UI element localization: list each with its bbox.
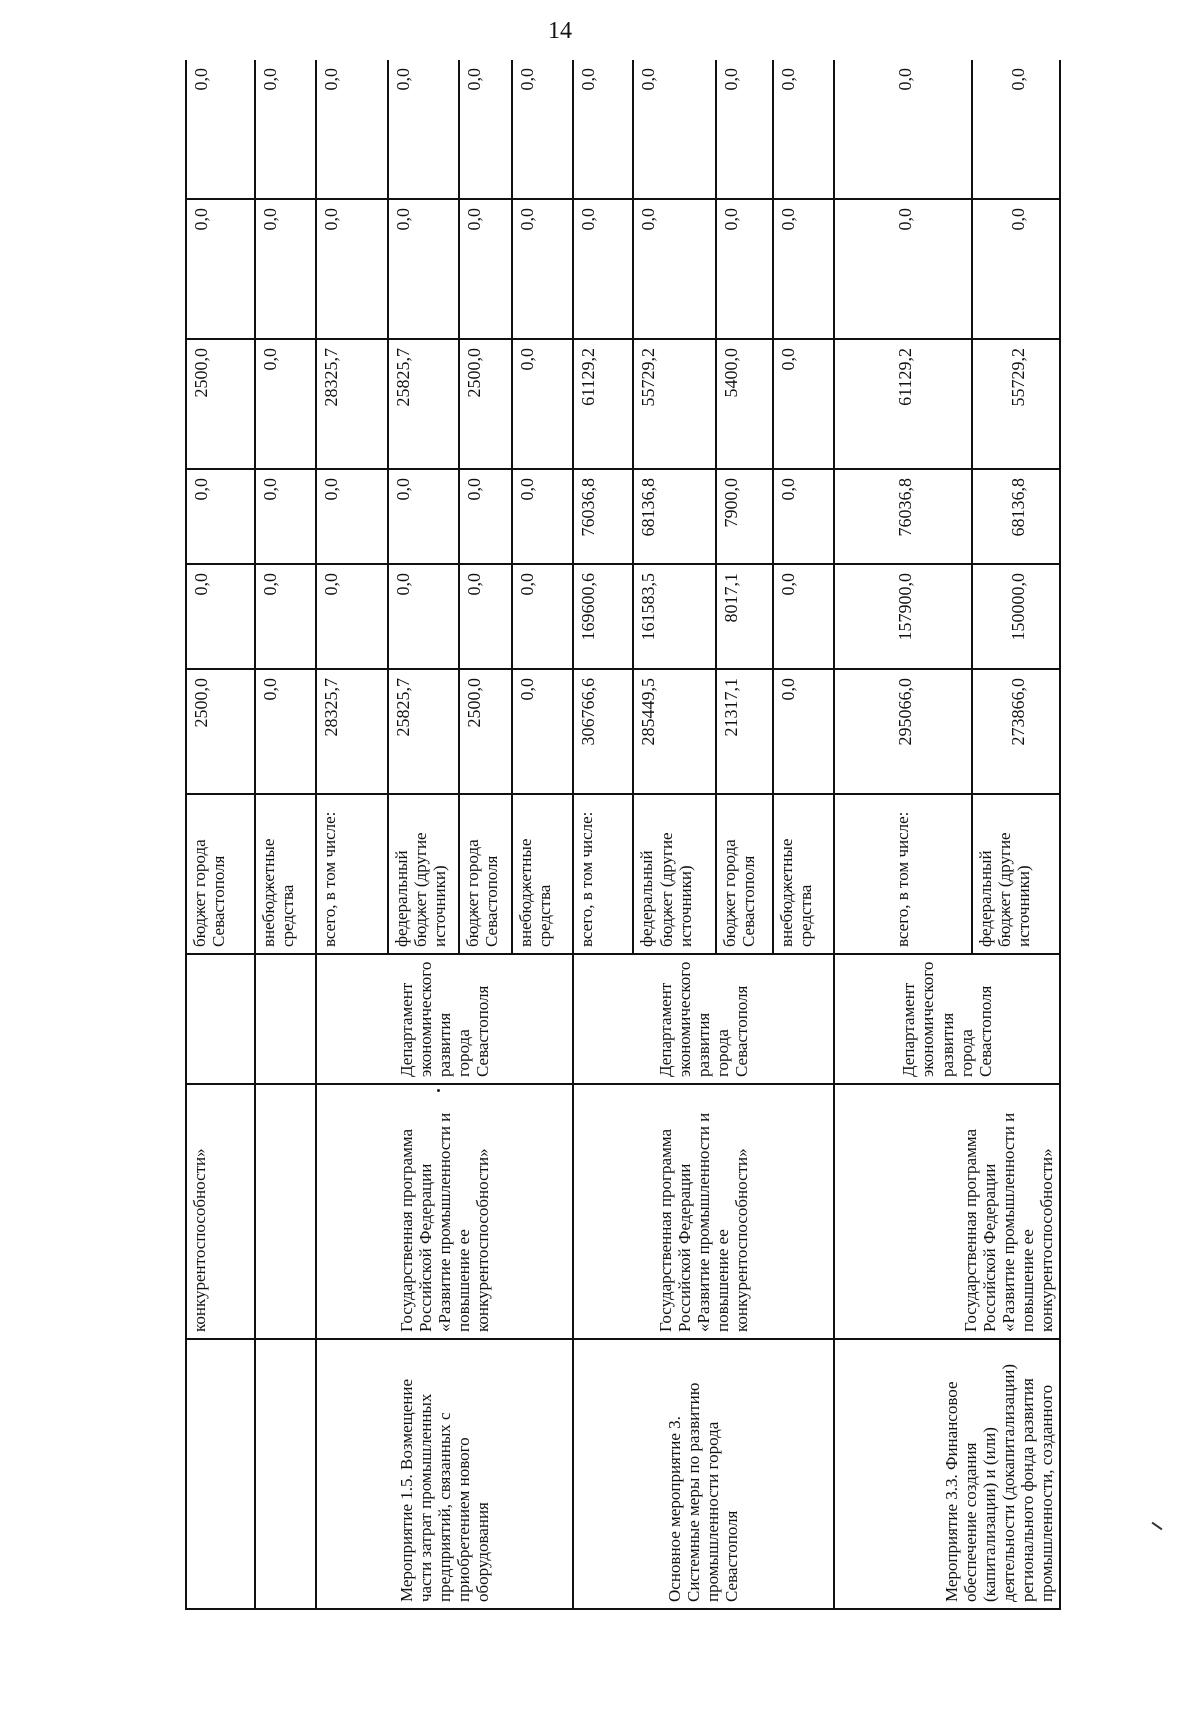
source-cell: федеральный бюджет (другие источники) (972, 794, 1060, 954)
value-cell: 0,0 (512, 199, 573, 339)
value-cell: 0,0 (773, 199, 834, 339)
value-cell: 0,0 (255, 669, 316, 794)
source-cell: всего, в том числе: (316, 794, 388, 954)
value-cell: 0,0 (388, 564, 460, 669)
source-cell: внебюджетные средства (512, 794, 573, 954)
measure-cell (186, 1339, 255, 1609)
value-cell: 76036,8 (573, 469, 634, 564)
value-cell: 0,0 (388, 199, 460, 339)
source-cell: внебюджетные средства (255, 794, 316, 954)
table-row (316, 60, 388, 1609)
value-cell: 0,0 (186, 60, 255, 199)
measure-cell (255, 1339, 316, 1609)
value-cell: 0,0 (512, 669, 573, 794)
value-cell: 2500,0 (459, 669, 512, 794)
program-cell: конкурентоспособности» (186, 1084, 255, 1339)
value-cell: 25825,7 (388, 339, 460, 469)
value-cell: 0,0 (512, 564, 573, 669)
source-cell: всего, в том числе: (834, 794, 972, 954)
value-cell: 68136,8 (972, 469, 1060, 564)
value-cell: 0,0 (316, 564, 388, 669)
value-cell: 0,0 (316, 199, 388, 339)
table-row (186, 60, 255, 1609)
value-cell: 0,0 (255, 60, 316, 199)
value-cell: 0,0 (972, 60, 1060, 199)
value-cell: 21317,1 (716, 669, 773, 794)
value-cell: 2500,0 (459, 339, 512, 469)
rotated-table-frame (185, 60, 1061, 1610)
table-row (573, 60, 634, 1609)
value-cell: 55729,2 (972, 339, 1060, 469)
value-cell: 0,0 (834, 60, 972, 199)
value-cell: 0,0 (316, 469, 388, 564)
value-cell: 0,0 (459, 564, 512, 669)
value-cell: 0,0 (186, 469, 255, 564)
value-cell: 28325,7 (316, 339, 388, 469)
value-cell: 306766,6 (573, 669, 634, 794)
source-cell: внебюджетные средства (773, 794, 834, 954)
value-cell: 0,0 (255, 339, 316, 469)
value-cell: 2500,0 (186, 669, 255, 794)
value-cell: 0,0 (512, 60, 573, 199)
value-cell: 0,0 (773, 564, 834, 669)
value-cell: 0,0 (773, 469, 834, 564)
program-cell: Государственная программа Российской Федерации «Развитие промышленности и повышение ее конкурентоспособности» (834, 1084, 1060, 1339)
value-cell: 28325,7 (316, 669, 388, 794)
value-cell: 55729,2 (633, 339, 716, 469)
value-cell: 157900,0 (834, 564, 972, 669)
measure-cell: Мероприятие 1.5. Возмещение части затрат промышленных предприятий, связанных с приобретением нового оборудования (316, 1339, 573, 1609)
value-cell: 5400,0 (716, 339, 773, 469)
value-cell: 0,0 (186, 199, 255, 339)
value-cell: 68136,8 (633, 469, 716, 564)
table-row (834, 60, 972, 1609)
executor-cell (255, 954, 316, 1084)
measure-cell: Мероприятие 3.3. Финансовое обеспечение создания (капитализации) и (или) деятельности (докапитализации) регионального фонда развития промышленности, созданного (834, 1339, 1060, 1609)
table-row (255, 60, 316, 1609)
value-cell: 0,0 (633, 60, 716, 199)
value-cell: 0,0 (573, 199, 634, 339)
program-cell: Государственная программа Российской Федерации «Развитие промышленности и повышение ее конкурентоспособности» (573, 1084, 834, 1339)
value-cell: 0,0 (716, 60, 773, 199)
page-number: 14 (548, 18, 572, 44)
value-cell: 0,0 (633, 199, 716, 339)
value-cell: 0,0 (773, 669, 834, 794)
value-cell: 0,0 (773, 60, 834, 199)
source-cell: федеральный бюджет (другие источники) (388, 794, 460, 954)
value-cell: 0,0 (459, 199, 512, 339)
value-cell: 285449,5 (633, 669, 716, 794)
value-cell: 0,0 (773, 339, 834, 469)
value-cell: 0,0 (255, 469, 316, 564)
value-cell: 61129,2 (573, 339, 634, 469)
executor-cell (186, 954, 255, 1084)
executor-cell: Департамент экономического развития города Севастополя (573, 954, 834, 1084)
value-cell: 295066,0 (834, 669, 972, 794)
value-cell: 0,0 (459, 60, 512, 199)
value-cell: 169600,6 (573, 564, 634, 669)
value-cell: 25825,7 (388, 669, 460, 794)
measure-cell: Основное мероприятие 3. Системные меры по развитию промышленности города Севастополя (573, 1339, 834, 1609)
value-cell: 7900,0 (716, 469, 773, 564)
value-cell: 0,0 (459, 469, 512, 564)
scan-mark (1152, 1522, 1163, 1531)
budget-table (185, 60, 1061, 1610)
value-cell: 161583,5 (633, 564, 716, 669)
value-cell: 0,0 (972, 199, 1060, 339)
source-cell: бюджет города Севастополя (716, 794, 773, 954)
value-cell: 0,0 (512, 469, 573, 564)
value-cell: 150000,0 (972, 564, 1060, 669)
source-cell: бюджет города Севастополя (459, 794, 512, 954)
executor-cell: Департамент экономического развития города Севастополя (834, 954, 1060, 1084)
value-cell: 76036,8 (834, 469, 972, 564)
value-cell: 0,0 (512, 339, 573, 469)
value-cell: 0,0 (834, 199, 972, 339)
value-cell: 61129,2 (834, 339, 972, 469)
program-cell (255, 1084, 316, 1339)
value-cell: 0,0 (186, 564, 255, 669)
value-cell: 0,0 (255, 564, 316, 669)
source-cell: всего, в том числе: (573, 794, 634, 954)
value-cell: 273866,0 (972, 669, 1060, 794)
value-cell: 0,0 (573, 60, 634, 199)
source-cell: федеральный бюджет (другие источники) (633, 794, 716, 954)
program-cell: Государственная программа Российской Федерации «Развитие промышленности и повышение ее конкурентоспособности» (316, 1084, 573, 1339)
source-cell: бюджет города Севастополя (186, 794, 255, 954)
value-cell: 8017,1 (716, 564, 773, 669)
value-cell: 0,0 (388, 469, 460, 564)
value-cell: 0,0 (716, 199, 773, 339)
value-cell: 0,0 (316, 60, 388, 199)
value-cell: 0,0 (388, 60, 460, 199)
value-cell: 0,0 (255, 199, 316, 339)
executor-cell: Департамент экономического развития города Севастополя (316, 954, 573, 1084)
value-cell: 2500,0 (186, 339, 255, 469)
